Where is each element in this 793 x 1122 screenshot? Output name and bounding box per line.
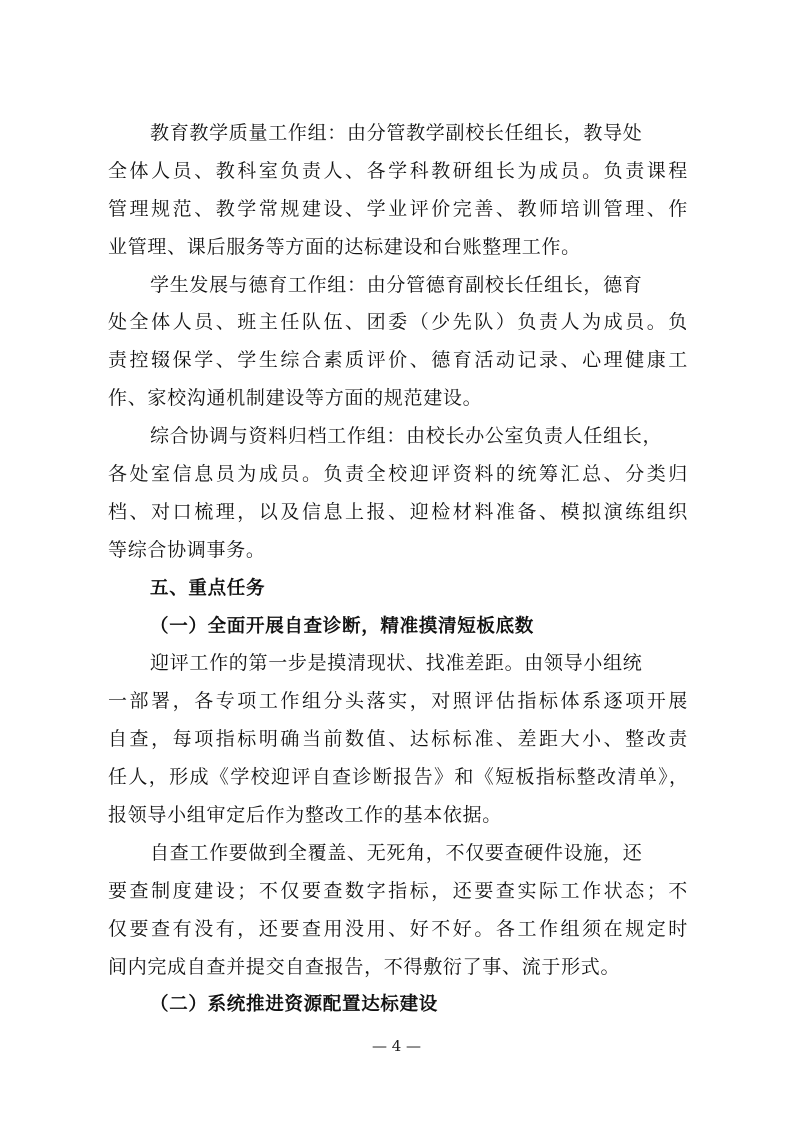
paragraph-line: 要查制度建设；不仅要查数字指标，还要查实际工作状态；不 [108,879,688,902]
paragraph-line: 等综合协调事务。 [108,538,266,561]
section-heading: 五、重点任务 [150,577,266,599]
paragraph-line: 报领导小组审定后作为整改工作的基本依据。 [108,804,503,827]
paragraph-line: 作、家校沟通机制建设等方面的规范建设。 [108,387,483,410]
page-number: — 4 — [371,1037,422,1055]
subsection-heading: （二）系统推进资源配置达标建设 [150,994,439,1016]
paragraph-line: 间内完成自查并提交自查报告，不得敷衍了事、流于形式。 [108,955,621,978]
paragraph-line: 全体人员、教科室负责人、各学科教研组长为成员。负责课程 [108,159,688,182]
paragraph-line: 自查，每项指标明确当前数值、达标标准、差距大小、整改责 [108,728,688,751]
paragraph-line: 责控辍保学、学生综合素质评价、德育活动记录、心理健康工 [108,349,688,372]
paragraph-line: 管理规范、教学常规建设、学业评价完善、教师培训管理、作 [108,197,688,220]
paragraph-line: 学生发展与德育工作组：由分管德育副校长任组长，德育 [150,273,643,296]
paragraph-line: 综合协调与资料归档工作组：由校长办公室负责人任组长， [150,425,663,448]
document-body [108,115,688,1024]
paragraph-line: 业管理、课后服务等方面的达标建设和台账整理工作。 [108,235,581,258]
paragraph-line: 处全体人员、班主任队伍、团委（少先队）负责人为成员。负 [108,311,688,334]
paragraph-line: 仅要查有没有，还要查用没用、好不好。各工作组须在规定时 [108,917,688,940]
subsection-heading: （一）全面开展自查诊断，精准摸清短板底数 [150,615,535,637]
paragraph-line: 教育教学质量工作组：由分管教学副校长任组长，教导处 [150,122,643,144]
paragraph-line: 各处室信息员为成员。负责全校迎评资料的统筹汇总、分类归 [108,463,688,486]
paragraph-line: 任人，形成《学校迎评自查诊断报告》和《短板指标整改清单》， [108,766,688,789]
paragraph-line: 一部署，各专项工作组分头落实，对照评估指标体系逐项开展 [108,690,688,713]
paragraph-line: 迎评工作的第一步是摸清现状、找准差距。由领导小组统 [150,652,643,675]
paragraph-line: 档、对口梳理，以及信息上报、迎检材料准备、模拟演练组织 [108,500,688,523]
paragraph-line: 自查工作要做到全覆盖、无死角，不仅要查硬件设施，还 [150,841,643,864]
